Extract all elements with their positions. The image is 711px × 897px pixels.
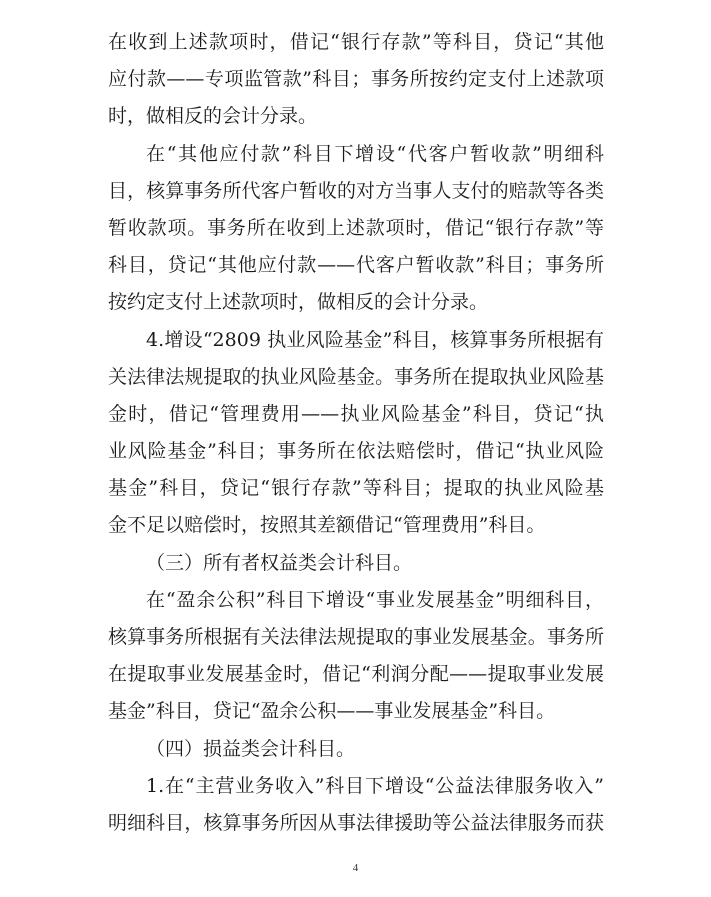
paragraph: [108, 768, 604, 842]
text-line: 目，核算事务所代客户暂收的对方当事人支付的赔款等各类: [108, 179, 604, 202]
paragraph: [108, 136, 604, 322]
text-line: 业风险基金”科目；事务所在依法赔偿时，借记“执业风险: [108, 440, 604, 463]
text-line: 按约定支付上述款项时，做相反的会计分录。: [108, 291, 489, 314]
text-line: 4.增设“2809 执业风险基金”科目，核算事务所根据有: [146, 328, 604, 351]
text-line: 关法律法规提取的执业风险基金。事务所在提取执业风险基: [108, 365, 604, 388]
text-line: （四）损益类会计科目。: [146, 737, 356, 760]
page-number: 4: [352, 862, 359, 874]
text-line: 明细科目，核算事务所因从事法律援助等公益法律服务而获: [108, 811, 604, 834]
text-line: 金不足以赔偿时，按照其差额借记“管理费用”科目。: [108, 514, 546, 537]
text-line: 在提取事业发展基金时，借记“利润分配——提取事业发展: [108, 663, 604, 686]
text-line: 科目，贷记“其他应付款——代客户暂收款”科目；事务所: [108, 254, 604, 277]
text-line: 暂收款项。事务所在收到上述款项时，借记“银行存款”等: [108, 216, 604, 239]
section-heading: [108, 545, 604, 582]
paragraph: [108, 24, 604, 136]
text-line: 1.在“主营业务收入”科目下增设“公益法律服务收入”: [146, 774, 604, 797]
text-line: 基金”科目，贷记“盈余公积——事业发展基金”科目。: [108, 700, 556, 723]
paragraph: [108, 322, 604, 545]
text-line: 核算事务所根据有关法律法规提取的事业发展基金。事务所: [108, 626, 604, 648]
text-line: 在“其他应付款”科目下增设“代客户暂收款”明细科: [146, 142, 604, 165]
body-text: [108, 24, 604, 842]
text-line: 基金”科目，贷记“银行存款”等科目；提取的执业风险基: [108, 477, 604, 500]
text-line: 在收到上述款项时，借记“银行存款”等科目，贷记“其他: [108, 31, 604, 53]
text-line: 应付款——专项监管款”科目；事务所按约定支付上述款项: [108, 68, 604, 91]
paragraph: [108, 582, 604, 731]
text-line: 时，做相反的会计分录。: [108, 105, 318, 128]
text-line: 金时，借记“管理费用——执业风险基金”科目，贷记“执: [108, 402, 604, 425]
section-heading: [108, 731, 604, 768]
text-line: 在“盈余公积”科目下增设“事业发展基金”明细科目，: [146, 588, 604, 611]
text-line: （三）所有者权益类会计科目。: [146, 551, 413, 574]
